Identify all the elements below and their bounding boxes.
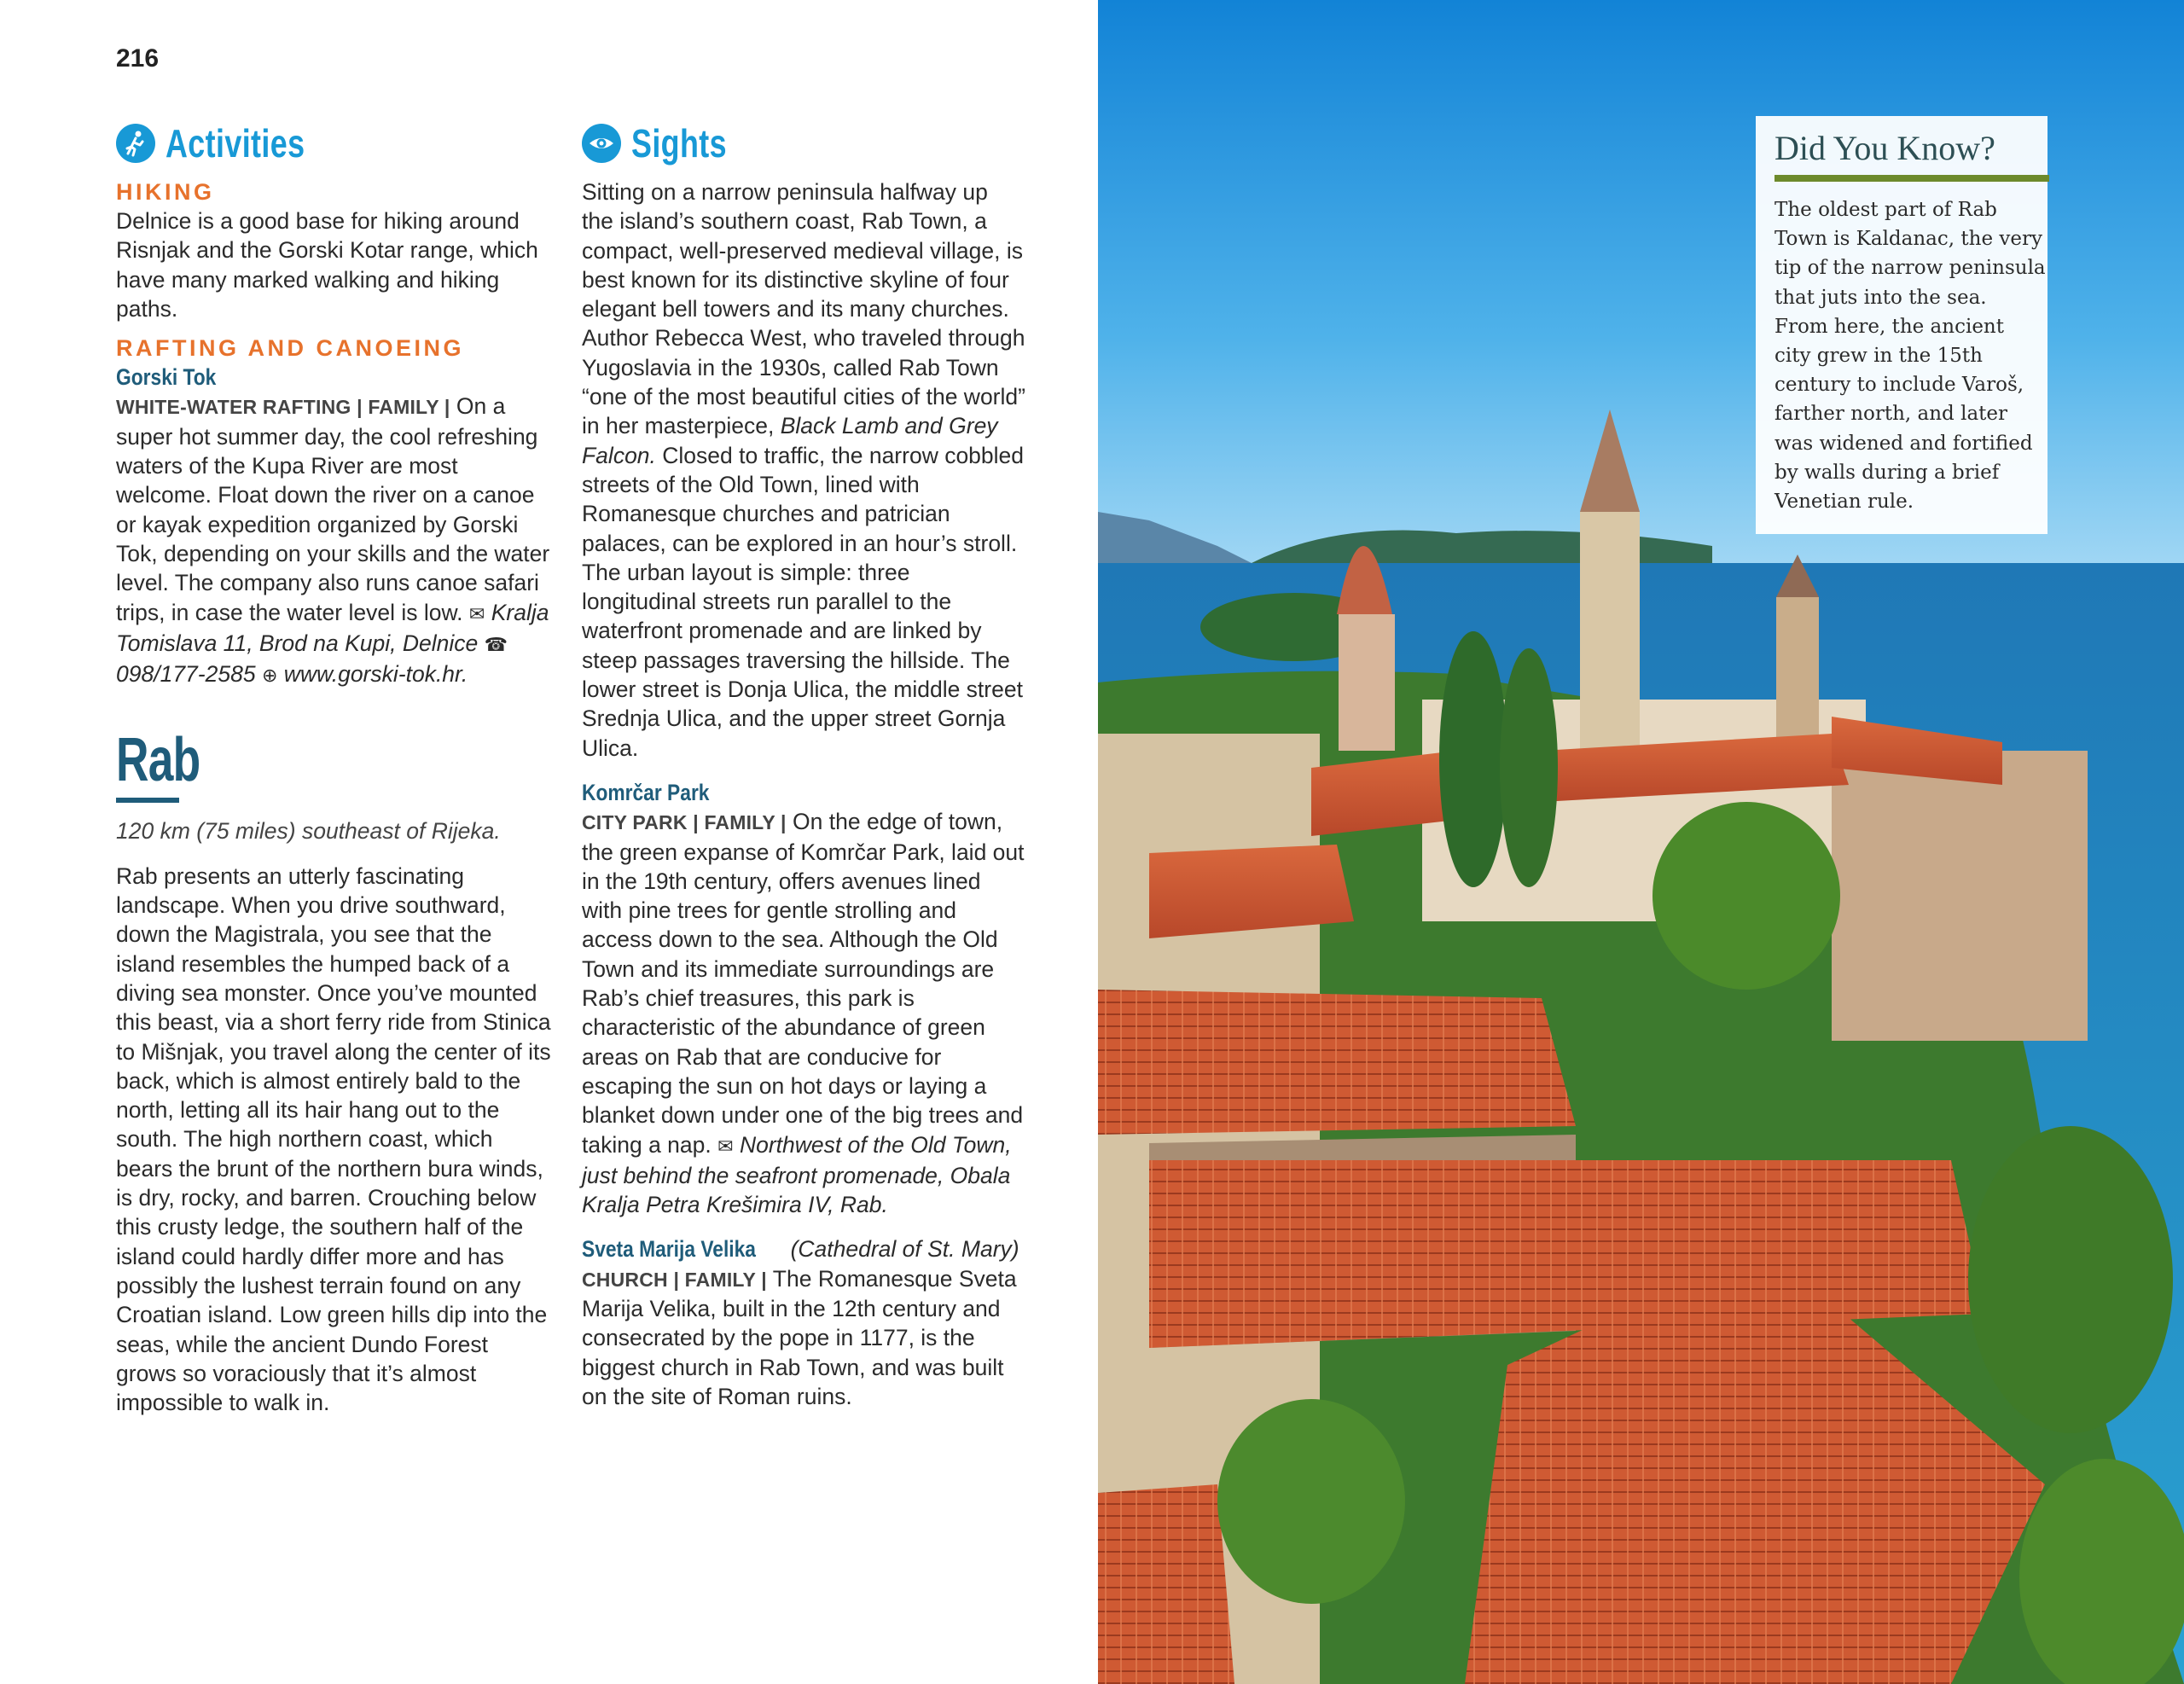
sights-title: Sights: [631, 120, 727, 165]
gorski-tok-address: Kralja Tomislava 11, Brod na Kupi, Delnice: [116, 599, 549, 656]
did-you-know-title: Did You Know?: [1774, 129, 1995, 167]
envelope-icon: ✉: [468, 602, 485, 624]
listing-tags: CHURCH | FAMILY |: [582, 1268, 767, 1291]
page-number: 216: [116, 44, 160, 73]
komrcar-park-address: Northwest of the Old Town, just behind the seafront promenade, Obala Kralja Petra Krešimira IV, Rab.: [582, 1131, 1012, 1218]
listing-name-gorski-tok: Gorski Tok: [116, 364, 217, 391]
gorski-tok-entry: [116, 392, 551, 690]
section-title-rab: Rab: [116, 726, 200, 795]
hiking-text: Delnice is a good base for hiking around Risnjak and the Gorski Kotar range, which have many marked walking and hiking paths.: [116, 208, 538, 322]
gorski-tok-web[interactable]: www.gorski-tok.hr.: [283, 661, 468, 688]
sights-intro-b: Closed to traffic, the narrow cobbled streets of the Old Town, lined with Romanesque churches and patrician palaces, can be explored in an hour’s stroll. The urban layout is simple: three longitudinal streets run parallel to the waterfront promenade and are linked by steep passages traversing the hillside. The lower street is Donja Ulica, the middle street Srednja Ulica, and the upper street Gornja Ulica.: [582, 442, 1025, 761]
gorski-tok-phone: 098/177-2585: [116, 661, 256, 688]
phone-icon: ☎: [484, 633, 508, 655]
sights-heading: [582, 120, 1025, 165]
cathedral-alt-name: (Cathedral of St. Mary): [790, 1236, 1019, 1263]
title-rule: [116, 798, 179, 803]
listing-name-cathedral: Sveta Marija Velika: [582, 1236, 756, 1263]
did-you-know-box: [1756, 116, 2048, 534]
activities-heading: [116, 120, 551, 165]
sights-intro-a: Sitting on a narrow peninsula halfway up the island’s southern coast, Rab Town, a compact, well-preserved medieval village, is best known for its distinctive skyline of four elegant bell towers and its many churches. Author Rebecca West, who traveled through Yugoslavia in the 1930s, called Rab Town “one of the most beautiful cities of the world” in her masterpiece,: [582, 179, 1025, 439]
running-person-icon: [116, 124, 155, 163]
column-sights: [582, 120, 1025, 1411]
category-rafting: RAFTING AND CANOEING: [116, 335, 464, 362]
komrcar-park-text: On the edge of town, the green expanse of Komrčar Park, laid out in the 19th century, offers avenues lined with pine trees for gentle strolling and access down to the sea. Although the Old Town and its immediate surroundings are Rab’s chief treasures, this park is characteristic of the abundance of green areas on Rab that are conducive for escaping the sun on hot days or laying a blanket down under one of the big trees and taking a nap.: [582, 809, 1025, 1158]
globe-icon: ⊕: [261, 665, 278, 687]
gorski-tok-text: On a super hot summer day, the cool refreshing waters of the Kupa River are most welcome. Float down the river on a canoe or kayak expedition organized by Gorski Tok, depending on your skills and the water level. The company also runs canoe safari trips, in case the water level is low.: [116, 393, 550, 625]
activities-title: Activities: [166, 120, 305, 165]
eye-icon: [582, 124, 621, 163]
komrcar-park-entry: [582, 807, 1025, 1219]
column-activities-rab: [116, 120, 551, 1417]
cathedral-text: The Romanesque Sveta Marija Velika, built in the 12th century and consecrated by the pope in 1177, is the biggest church in Rab Town, and was built on the site of Roman ruins.: [582, 1265, 1017, 1409]
category-hiking: HIKING: [116, 179, 215, 205]
book-title: Black Lamb and Grey Falcon.: [582, 413, 998, 468]
rab-subtitle: 120 km (75 miles) southeast of Rijeka.: [116, 818, 501, 845]
envelope-icon: ✉: [717, 1135, 734, 1157]
sights-intro: [582, 177, 1025, 763]
did-you-know-text: The oldest part of Rab Town is Kaldanac, the very tip of the narrow peninsula that juts into the sea. From here, the ancient city grew in the 15th century to include Varoš, farther north, and later was widened and fortified by walls during a brief Venetian rule.: [1774, 199, 2046, 514]
cathedral-heading: [582, 1234, 1025, 1263]
did-you-know-rule: [1774, 175, 2049, 182]
cathedral-entry: [582, 1264, 1025, 1411]
listing-name-komrcar-park: Komrčar Park: [582, 779, 710, 805]
listing-tags: CITY PARK | FAMILY |: [582, 811, 787, 834]
listing-tags: WHITE-WATER RAFTING | FAMILY |: [116, 396, 450, 419]
rab-intro-text: Rab presents an utterly fascinating landscape. When you drive southward, down the Magistrala, you see that the island resembles the humped back of a diving sea monster. Once you’ve mounted this beast, via a short ferry ride from Stinica to Mišnjak, you travel along the center of its back, which is almost entirely bald to the north, letting all its hair hang out to the south. The high northern coast, which bears the brunt of the northern bura winds, is dry, rocky, and barren. Crouching below this crusty ledge, the southern half of the island could hardly differ more and has possibly the lushest terrain found on any Croatian island. Low green hills dip into the seas, while the ancient Dundo Forest grows so voraciously that it’s almost impossible to walk in.: [116, 862, 551, 1416]
